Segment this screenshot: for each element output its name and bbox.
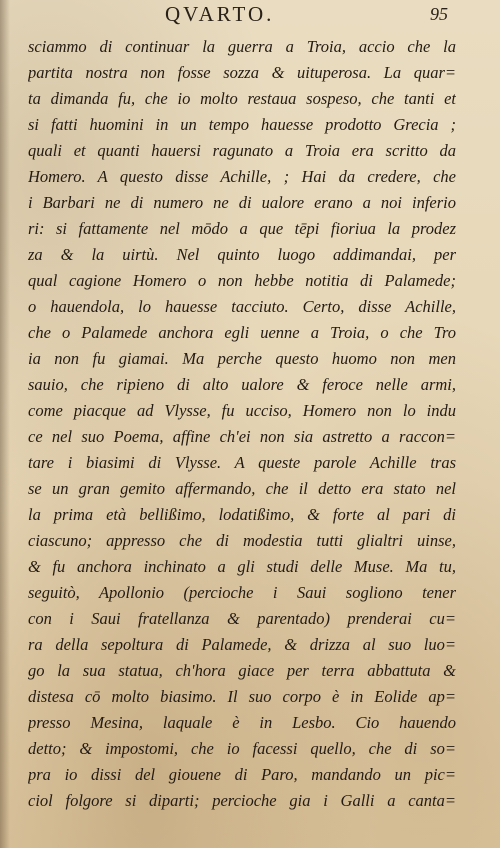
page-number: 95 bbox=[430, 4, 448, 24]
text-line: che o Palamede anchora egli uenne a Troia, o che Tro bbox=[28, 323, 456, 342]
text-line: ciol folgore si diparti; percioche gia i Galli a canta= bbox=[28, 791, 456, 810]
text-line: Homero. A questo disse Achille, ; Hai da credere, che bbox=[28, 167, 456, 186]
text-line: tare i biasimi di Vlysse. A queste parole Achille tras bbox=[28, 453, 456, 472]
text-line: con i Saui fratellanza & parentado) prenderai cu= bbox=[28, 609, 456, 628]
text-line: ia non fu giamai. Ma perche questo huomo non men bbox=[28, 349, 456, 368]
binding-gutter-shadow bbox=[0, 0, 10, 848]
text-line: come piacque ad Vlysse, fu ucciso, Homero non lo indu bbox=[28, 401, 456, 420]
text-line: & fu anchora inchinato a gli studi delle Muse. Ma tu, bbox=[28, 557, 456, 576]
text-line: pra io dissi del giouene di Paro, mandando un pic= bbox=[28, 765, 456, 784]
text-line: i Barbari ne di numero ne di ualore erano a noi inferio bbox=[28, 193, 456, 212]
text-line: partita nostra non fosse sozza & uituperosa. La quar= bbox=[28, 63, 456, 82]
text-line: ce nel suo Poema, affine ch'ei non sia astretto a raccon= bbox=[28, 427, 456, 446]
text-line: ra della sepoltura di Palamede, & drizza al suo luo= bbox=[28, 635, 456, 654]
text-line: si fatti huomini in un tempo hauesse prodotto Grecia ; bbox=[28, 115, 456, 134]
text-line: ciascuno; appresso che di modestia tutti glialtri uinse, bbox=[28, 531, 456, 550]
running-title: QVARTO. bbox=[165, 2, 275, 26]
text-line: o hauendola, lo hauesse tacciuto. Certo, disse Achille, bbox=[28, 297, 456, 316]
text-line: ta dimanda fu, che io molto restaua sospeso, che tanti et bbox=[28, 89, 456, 108]
text-line: za & la uirtù. Nel quinto luogo addimandai, per bbox=[28, 245, 456, 264]
text-line: qual cagione Homero o non hebbe notitia di Palamede; bbox=[28, 271, 456, 290]
text-line: ri: si fattamente nel mōdo a que tēpi fioriua la prodez bbox=[28, 219, 456, 238]
text-line: seguitò, Apollonio (percioche i Saui sogliono tener bbox=[28, 583, 456, 602]
page-header bbox=[0, 2, 500, 30]
text-line: la prima età bellißimo, lodatißimo, & forte al pari di bbox=[28, 505, 456, 524]
text-line: quali et quanti hauersi ragunato a Troia era scritto da bbox=[28, 141, 456, 160]
text-line: se un gran gemito affermando, che il detto era stato nel bbox=[28, 479, 456, 498]
body-text bbox=[28, 34, 456, 814]
text-line: sauio, che ripieno di alto ualore & feroce nelle armi, bbox=[28, 375, 456, 394]
text-line: presso Mesina, laquale è in Lesbo. Cio hauendo bbox=[28, 713, 456, 732]
text-line: go la sua statua, ch'hora giace per terra abbattuta & bbox=[28, 661, 456, 680]
text-line: distesa cō molto biasimo. Il suo corpo è in Eolide ap= bbox=[28, 687, 456, 706]
text-line: detto; & impostomi, che io facessi quello, che di so= bbox=[28, 739, 456, 758]
text-line: sciammo di continuar la guerra a Troia, accio che la bbox=[28, 37, 456, 56]
